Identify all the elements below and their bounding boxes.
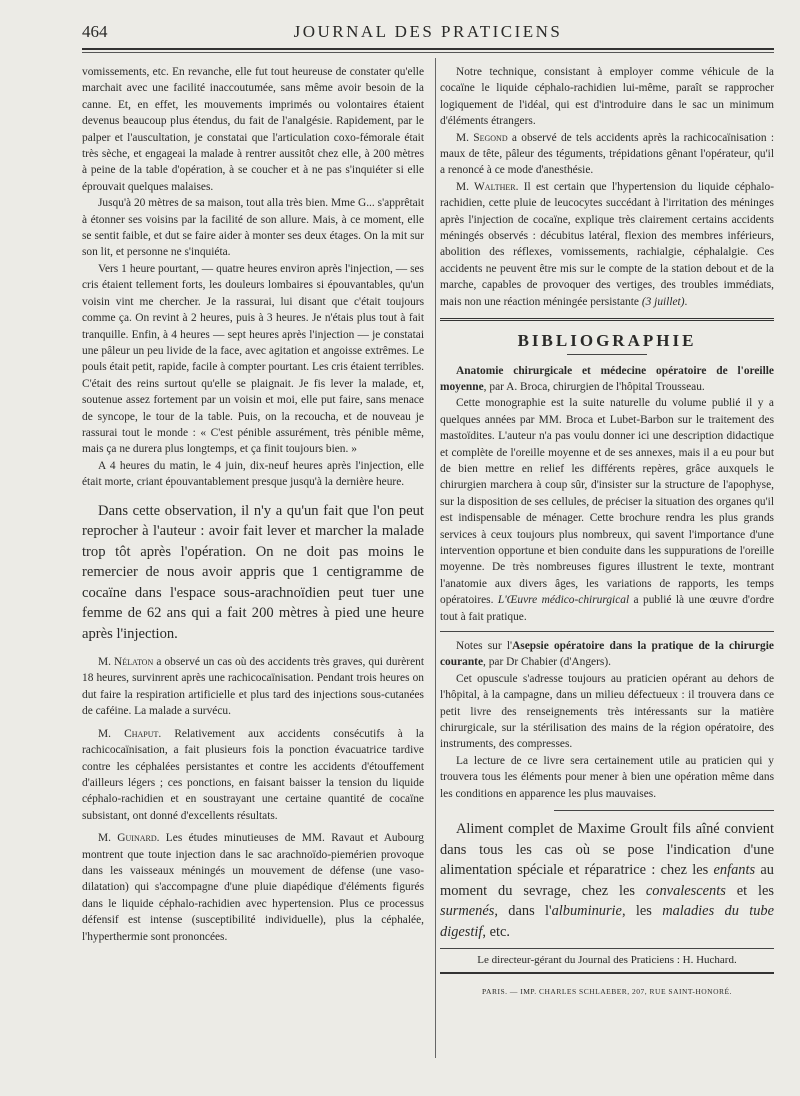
header-rule-thin bbox=[82, 52, 774, 53]
page-header bbox=[82, 18, 774, 46]
section-rule bbox=[440, 318, 774, 321]
footer-rule-thick bbox=[440, 972, 774, 974]
author-walther: M. Walther bbox=[456, 180, 516, 193]
bibliographie-heading: BIBLIOGRAPHIE bbox=[517, 331, 697, 351]
column-divider bbox=[435, 58, 436, 1058]
book-title-asepsie: Asepsie opératoire dans la pratique de la chirurgie courante bbox=[440, 640, 774, 669]
review-broca-citation: Anatomie chirurgicale et médecine opératoire de l'oreille moyenne, par A. Broca, chirurgien de l'hôpital Trousseau. bbox=[440, 364, 774, 393]
author-chaput: M. Chaput bbox=[98, 727, 159, 740]
paragraph-walther: M. Walther. Il est certain que l'hypertension du liquide céphalo-rachidien, cette pluie de leucocytes succédant à l'irritation des méninges après l'injection de cocaïne, explique très clairement certains accidents méningés observés : décubitus latéral, flexion des membres inférieurs, abolition des réflexes, vomissements, rachialgie, céphalalgie. Ces accidents ne peuvent être mis sur le compte de la station debout et de la marche, capables de provoquer des vertiges, des troubles immédiats, mais non une réaction méningée persistante (3 juillet). bbox=[440, 180, 775, 308]
session-date: (3 juillet) bbox=[641, 295, 685, 308]
commentary-paragraph: Dans cette observation, il n'y a qu'un fait que l'on peut reprocher à l'auteur : avoir fait lever et marcher la malade trop tôt après l'opération. On ne doit pas moins le remercier de nous avoir appris que 1 centigramme de cocaïne dans l'espace sous-arachnoïdien peut tuer une femme de 62 ans qui a fait 200 mètres à pied une heure après l'injection. bbox=[82, 502, 424, 642]
paragraph-nelaton: M. Nélaton a observé un cas où des accidents très graves, qui durèrent 18 heures, survinrent après une rachicocaïnisation. Pendant trois heures on dut faire la respiration artificielle et plus tard des injections sous-cutanées de caféine. La malade a survécu. bbox=[82, 656, 424, 718]
printer-imprint: PARIS. — IMP. CHARLES SCHLAEBER, 207, RUE SAINT-HONORÉ. bbox=[482, 987, 732, 997]
page-number: 464 bbox=[82, 22, 108, 41]
author-nelaton: M. Nélaton bbox=[98, 656, 154, 669]
review-chabier-citation: Notes sur l'Asepsie opératoire dans la pratique de la chirurgie courante, par Dr Chabier (d'Angers). bbox=[440, 640, 774, 669]
paragraph-guinard: M. Guinard. Les études minutieuses de MM. Ravaut et Aubourg montrent que toute injection dans le sac arachnoïdo-piemérien provoque dans les vaisseaux méningés un mouvement de défense (une vaso-dilatation) qui s'accompagne d'une pluie diapédique d'éléments figurés dans le liquide céphalo-rachidien avec hypertension. Plus ce processus défensif est intense (susceptibilité individuelle), plus la céphalée, l'hyperthermie sont prononcées. bbox=[82, 832, 424, 943]
book-title-oreille: Anatomie chirurgicale et médecine opératoire de l'oreille moyenne bbox=[440, 364, 774, 393]
header-rule bbox=[82, 48, 774, 50]
left-column bbox=[82, 64, 424, 945]
director-line: Le directeur-gérant du Journal des Praticiens : H. Huchard. bbox=[477, 954, 737, 967]
right-column bbox=[440, 64, 774, 1001]
heading-underline bbox=[567, 354, 647, 355]
paragraph-segond: M. Segond a observé de tels accidents après la rachicocaïnisation : maux de tête, pâleur des téguments, trépidations gênant l'opérateur, qu'il a renoncé à ce mode d'anesthésie. bbox=[440, 131, 774, 177]
journal-title: JOURNAL DES PRATICIENS bbox=[293, 22, 563, 41]
paragraph-technique: Notre technique, consistant à employer comme véhicule de la cocaïne le liquide céphalo-rachidien lui-même, paraît se rapprocher logiquement de l'idéal, qui est d'introduire dans le sac un minimum d'éléments étrangers. bbox=[440, 66, 774, 128]
review-chabier-body: Cet opuscule s'adresse toujours au praticien opérant au dehors de l'hôpital, à la campagne, dans un milieu défectueux : il trouvera dans ce petit livre des renseignements très intéressants sur la matière chirurgicale, sur la stérilisation des mains de la région opératoire, des instruments, des compresses. bbox=[440, 672, 774, 751]
review-chabier-conclusion: La lecture de ce livre sera certainement utile au praticien qui y trouvera tous les éléments pour mener à bien une opération même dans les conditions en apparence les plus mauvaises. bbox=[440, 754, 774, 800]
paragraph-vomissements: vomissements, etc. En revanche, elle fut tout heureuse de constater qu'elle marchait avec une facilité inaccoutumée, sans même avoir besoin de la canne. Et, en effet, les mouvements imprimés ou volontaires étaient devenus beaucoup plus étendus, du fait de l'analgésie. Rapidement, par le palper et l'auscultation, je constatai que l'articulation coxo-fémorale était très sèche, et engageai la malade à rentrer aussitôt chez elle, à 200 mètres à peine de la table d'opération, à se coucher et à ne pas s'inquiéter si elle éprouvait quelques malaises. bbox=[82, 66, 424, 193]
review-separator bbox=[440, 631, 774, 632]
paragraph-maison: Jusqu'à 20 mètres de sa maison, tout alla très bien. Mme G... s'apprêtait à étonner ses voisins par la facilité de son allure. Mais, à ce moment, elle se sentit faible, et dut se faire aider à monter ses deux étages. On la mit sur son lit, et personne ne s'inquiéta. bbox=[82, 197, 424, 259]
paragraph-deces: A 4 heures du matin, le 4 juin, dix-neuf heures après l'injection, elle était morte, criant épouvantablement presque jusqu'à la dernière heure. bbox=[82, 459, 424, 489]
review-broca-body: Cette monographie est la suite naturelle du volume publié il y a quelques années par MM. Broca et Lubet-Barbon sur le traitement des mastoïdites. L'auteur n'a pas voulu donner ici une description didactique et complète de l'oreille moyenne et de ses annexes, mais il a eu pour but de bien mettre en relief les différents repères, grâce auxquels le chirurgien marchera à coup sûr, d'insister sur la structure de l'apophyse, sur la disposition de ses cellules, de préciser la situation des organes qu'il est indispensable de ménager. Cette brochure rendra les plus grands services à ceux toujours plus nombreux, qui savent l'importance d'une intervention opportune et bien conduite dans les suppurations de l'oreille moyenne. De très nombreuses figures illustrent le texte, montrant l'anatomie aux divers âges, les variations de rapports, les temps opératoires. L'Œuvre médico-chirurgical a publié là une œuvre d'ordre tout à fait pratique. bbox=[440, 397, 775, 623]
advert-separator bbox=[554, 810, 774, 811]
author-guinard: M. Guinard bbox=[98, 832, 157, 845]
advertisement-groult: Aliment complet de Maxime Groult fils aîné convient dans tous les cas où se pose l'indication d'une alimentation spéciale et réparatrice : chez les enfants au moment du sevrage, chez les convalescents et les surmenés, dans l'albuminurie, les maladies du tube digestif, etc. bbox=[440, 821, 774, 940]
paragraph-injection-cris: Vers 1 heure pourtant, — quatre heures environ après l'injection, — ses cris étaient tellement forts, les douleurs lombaires si épouvantables, qu'un voisin vint me chercher. Je la rassurai, lui disant que c'était toujours comme ça. On revint à 2 heures, puis à 3 heures. Je n'étais plus tout à fait tranquille. Enfin, à 4 heures — sept heures après l'injection — je constatai une pâleur un peu livide de la face, avec agitation et angoisse extrêmes. Le pouls était petit, rapide, facile à compter pourtant. Les cris étaient terribles. C'était des reins surtout qu'elle se plaignait. Je fis lever la malade, et, soutenue assez fortement par un voisin et moi, elle put faire, sans menace de syncope, le tour de la table. Puis, on la recoucha, et de nouveau je rassurai tout le monde : « C'est pénible assurément, très pénible même, mais ça ne durera plus longtemps, et ça finit toujours bien. » bbox=[82, 262, 424, 456]
author-segond: M. Segond bbox=[456, 131, 508, 144]
paragraph-chaput: M. Chaput. Relativement aux accidents consécutifs à la rachicocaïnisation, a fait plusieurs fois la ponction évacuatrice tardive contre les céphalées persistantes et contre les accidents d'étouffement d'ailleurs légers ; ces ponctions, en faisant baisser la tension du liquide céphalo-rachidien et en soustrayant une certaine quantité de cocaïne subsistant, ont donné d'excellents résultats. bbox=[82, 727, 424, 822]
